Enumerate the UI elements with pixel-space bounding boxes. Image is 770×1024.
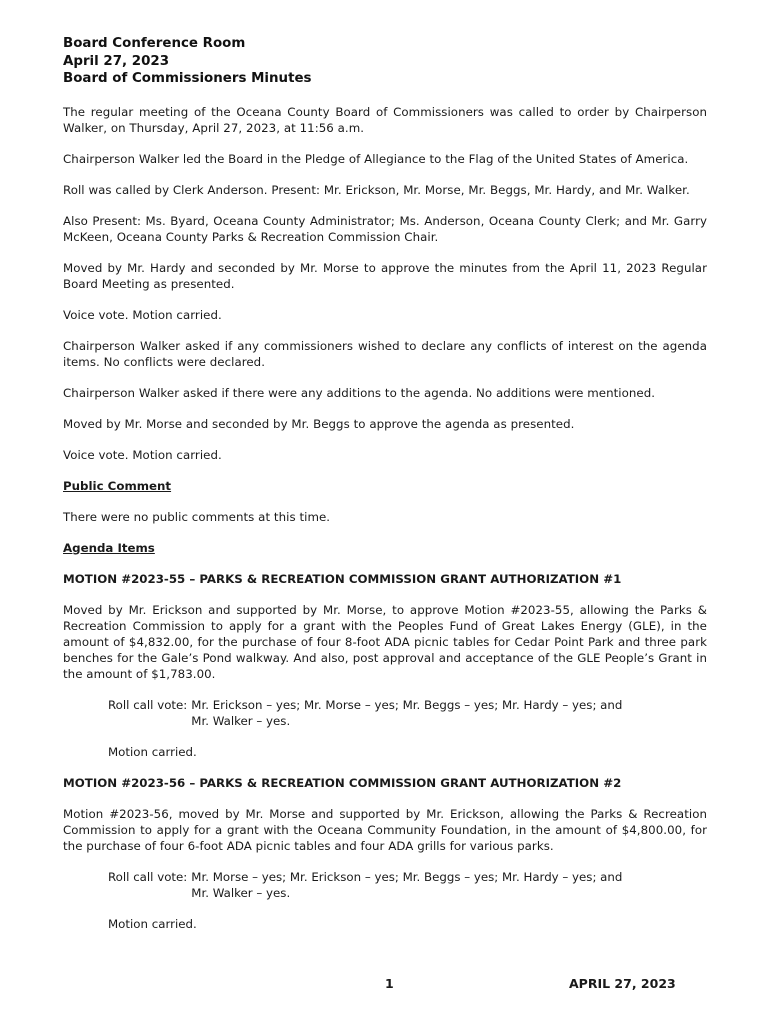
voice-vote-paragraph: Voice vote. Motion carried. <box>63 447 222 462</box>
document-title: Board of Commissioners Minutes <box>63 71 312 86</box>
public-comment-heading: Public Comment <box>63 478 172 493</box>
call-to-order-paragraph: The regular meeting of the Oceana County Board of Commissioners was called to order by Chairperson Walker, on Thursday, April 27, 2023, at 11:56 a.m. <box>63 104 707 135</box>
pledge-paragraph: Chairperson Walker led the Board in the Pledge of Allegiance to the Flag of the United States of America. <box>63 151 689 166</box>
footer-date: APRIL 27, 2023 <box>569 976 676 991</box>
document-page <box>63 35 707 947</box>
also-present-paragraph: Also Present: Ms. Byard, Oceana County Administrator; Ms. Anderson, Oceana County Clerk; and Mr. Garry McKeen, Oceana County Parks & Recreation Commission Chair. <box>63 213 707 244</box>
meeting-date: April 27, 2023 <box>63 53 170 69</box>
motion-text: Moved by Mr. Erickson and supported by Mr. Morse, to approve Motion #2023-55, allowing the Parks & Recreation Commission to apply for a grant with the Peoples Fund of Great Lakes Energy (GLE), in the amount of $4,832.00, for the purchase of four 8-foot ADA picnic tables for Cedar Point Park and three park benches for the Gale’s Pond walkway. And also, post approval and acceptance of the GLE People’s Grant in the amount of $1,783.00. <box>63 602 707 681</box>
minutes-approval-paragraph: Moved by Mr. Hardy and seconded by Mr. Morse to approve the minutes from the April 11, 2023 Regular Board Meeting as presented. <box>63 260 707 291</box>
motion-heading: MOTION #2023-56 – PARKS & RECREATION COMMISSION GRANT AUTHORIZATION #2 <box>63 775 622 790</box>
conflicts-paragraph: Chairperson Walker asked if any commissioners wished to declare any conflicts of interest on the agenda items. No conflicts were declared. <box>63 338 707 369</box>
roll-call-vote <box>108 869 707 901</box>
roll-call-results <box>191 697 707 729</box>
page-footer <box>0 976 770 994</box>
roll-call-line: Mr. Erickson – yes; Mr. Morse – yes; Mr. Beggs – yes; Mr. Hardy – yes; and <box>191 697 623 712</box>
agenda-items-heading: Agenda Items <box>63 540 155 555</box>
agenda-approval-paragraph: Moved by Mr. Morse and seconded by Mr. Beggs to approve the agenda as presented. <box>63 416 575 431</box>
motion-result: Motion carried. <box>108 916 197 931</box>
agenda-additions-paragraph: Chairperson Walker asked if there were any additions to the agenda. No additions were mentioned. <box>63 385 656 400</box>
roll-call-results <box>191 869 707 901</box>
roll-call-vote <box>108 697 707 729</box>
roll-call-line: Mr. Walker – yes. <box>191 713 291 728</box>
roll-call-line: Mr. Walker – yes. <box>191 885 291 900</box>
motion-result: Motion carried. <box>108 744 197 759</box>
page-number: 1 <box>385 976 394 991</box>
roll-call-label: Roll call vote: <box>108 869 188 884</box>
motion-heading: MOTION #2023-55 – PARKS & RECREATION COMMISSION GRANT AUTHORIZATION #1 <box>63 571 622 586</box>
voice-vote-paragraph: Voice vote. Motion carried. <box>63 307 222 322</box>
motion-text: Motion #2023-56, moved by Mr. Morse and supported by Mr. Erickson, allowing the Parks & Recreation Commission to apply for a grant with the Oceana Community Foundation, in the amount of $4,800.00, for the purchase of four 6-foot ADA picnic tables and four ADA grills for various parks. <box>63 806 707 853</box>
roll-call-line: Mr. Morse – yes; Mr. Erickson – yes; Mr. Beggs – yes; Mr. Hardy – yes; and <box>191 869 623 884</box>
meeting-location: Board Conference Room <box>63 36 246 51</box>
document-header <box>63 35 707 88</box>
public-comment-text: There were no public comments at this time. <box>63 509 331 524</box>
roll-call-label: Roll call vote: <box>108 697 188 712</box>
roll-call-paragraph: Roll was called by Clerk Anderson. Present: Mr. Erickson, Mr. Morse, Mr. Beggs, Mr. Hardy, and Mr. Walker. <box>63 182 690 197</box>
